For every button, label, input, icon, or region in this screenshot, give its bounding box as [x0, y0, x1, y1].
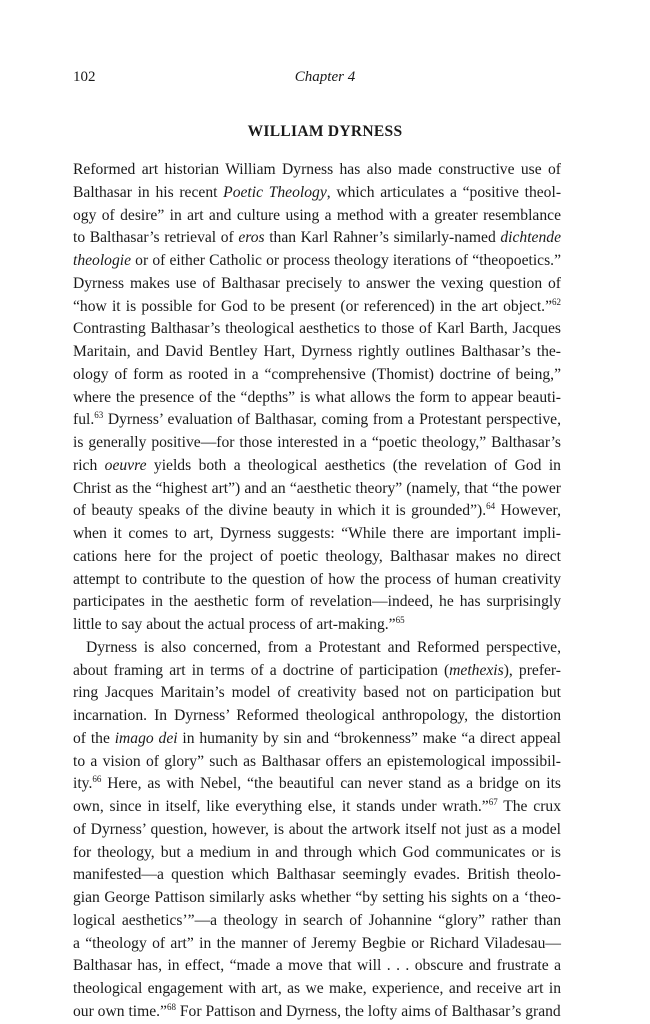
text-line	[73, 409, 561, 432]
text-line	[73, 614, 561, 637]
text-line	[73, 205, 561, 228]
text-line	[73, 569, 561, 592]
body-text	[73, 159, 561, 1024]
text-line	[73, 478, 561, 501]
text-span: attempt to contribute to the question of how the process of human creativity	[73, 570, 561, 588]
text-span: Maritain, and David Bentley Hart, Dyrness rightly outlines Balthasar’s the-	[73, 343, 561, 360]
text-line	[73, 159, 561, 182]
text-span: our own time.”	[73, 1002, 167, 1020]
text-line	[73, 1001, 561, 1024]
running-head: Chapter 4	[294, 69, 356, 85]
italic-text: eros	[238, 229, 265, 247]
text-line	[73, 273, 561, 296]
text-span: However,	[495, 502, 561, 520]
text-line	[73, 387, 561, 410]
text-span: to Balthasar’s retrieval of	[73, 229, 239, 247]
text-span: participates in the aesthetic form of revelation—indeed, he has surprisingly	[73, 593, 561, 611]
footnote-ref: 67	[488, 797, 498, 807]
text-span: Balthasar in his recent	[73, 183, 224, 201]
footnote-ref: 66	[92, 774, 102, 785]
text-line	[73, 660, 561, 683]
text-span: yields both a theological aesthetics (the revelation of God in	[146, 456, 561, 474]
text-span: little to say about the actual process of art-making.”	[73, 616, 396, 633]
footnote-ref: 64	[486, 501, 496, 512]
text-span: logical aesthetics’”—a theology in search of Johannine “glory” rather than	[73, 911, 561, 929]
text-span: gian George Pattison similarly asks whether “by setting his sights on a ‘theo-	[73, 889, 561, 906]
text-span: for theology, but a medium in and through which God communicates or is	[73, 843, 561, 861]
italic-text: theologie	[73, 252, 132, 269]
text-line	[73, 796, 561, 819]
text-span: than Karl Rahner’s similarly-named	[264, 229, 501, 247]
text-line	[73, 773, 561, 796]
text-span: when it comes to art, Dyrness suggests: “While there are important impli-	[73, 525, 561, 542]
text-line	[73, 978, 561, 1001]
text-span: , which articulates a “positive theol-	[326, 183, 562, 201]
text-line	[73, 455, 561, 478]
italic-text: imago dei	[114, 729, 178, 747]
text-span: ring Jacques Maritain’s model of creativity based not on participation but	[73, 684, 561, 702]
text-span: or of either Catholic or process theology iterations of “theopoetics.”	[131, 252, 561, 269]
footnote-ref: 62	[552, 296, 561, 307]
text-span: of the	[73, 729, 115, 747]
text-line	[73, 432, 561, 455]
text-span: of beauty speaks of the divine beauty in which it is grounded”).	[73, 502, 487, 520]
section-heading: WILLIAM DYRNESS	[247, 123, 403, 140]
text-line	[73, 318, 561, 341]
text-line	[73, 250, 561, 273]
text-span: ology of form as rooted in a “comprehensive (Thomist) doctrine of being,”	[73, 365, 561, 383]
text-line	[73, 546, 561, 569]
text-line	[73, 523, 561, 546]
text-line	[73, 910, 561, 933]
text-span: ), prefer-	[503, 661, 562, 679]
text-line	[73, 819, 561, 842]
text-line	[73, 364, 561, 387]
text-span: is generally positive—for those interested in a “poetic theology,” Balthasar’s	[73, 434, 561, 451]
text-span: ity.	[73, 775, 93, 793]
text-line	[73, 341, 561, 364]
text-line	[73, 751, 561, 774]
text-span: theological engagement with art, as we make, experience, and receive art in	[73, 980, 561, 997]
italic-text: Poetic Theology	[223, 183, 327, 201]
text-span: in humanity by sin and “brokenness” make “a direct appeal	[177, 729, 562, 747]
italic-text: oeuvre	[104, 456, 147, 474]
text-span: a “theology of art” in the manner of Jeremy Begbie or Richard Viladesau—	[73, 934, 561, 952]
text-line	[73, 227, 561, 250]
text-line	[73, 864, 561, 887]
italic-text: dichtende	[500, 229, 561, 247]
text-line	[73, 591, 561, 614]
text-span: The crux	[497, 798, 561, 815]
text-line	[73, 933, 561, 956]
text-span: incarnation. In Dyrness’ Reformed theological anthropology, the distortion	[73, 707, 561, 724]
text-span: Dyrness is also concerned, from a Protestant and Reformed perspective,	[86, 638, 561, 656]
text-span: Dyrness’ evaluation of Balthasar, coming from a Protestant perspective,	[103, 411, 561, 429]
text-span: Christ as the “highest art”) and an “aesthetic theory” (namely, that “the power	[73, 479, 561, 497]
text-span: Dyrness makes use of Balthasar precisely to answer the vexing question of	[73, 274, 561, 292]
text-span: ogy of desire” in art and culture using a method with a greater resemblance	[73, 206, 561, 224]
text-span: Balthasar has, in effect, “made a move that will . . . obscure and frustrate a	[73, 957, 561, 975]
text-span: ful.	[73, 411, 95, 429]
text-line	[73, 887, 561, 910]
text-span: of Dyrness’ question, however, is about the artwork itself not just as a model	[73, 820, 561, 838]
italic-text: methexis	[449, 661, 504, 679]
text-line	[73, 728, 561, 751]
text-line	[73, 705, 561, 728]
text-span: For Pattison and Dyrness, the lofty aims of Balthasar’s grand	[175, 1002, 561, 1020]
footnote-ref: 68	[166, 1001, 176, 1012]
text-span: manifested—a question which Balthasar seemingly evades. British theolo-	[73, 866, 561, 884]
footnote-ref: 63	[94, 410, 104, 421]
text-span: rich	[73, 456, 105, 474]
footnote-ref: 65	[395, 615, 405, 625]
text-span: “how it is possible for God to be present (or referenced) in the art object.”	[73, 297, 552, 315]
text-span: own, since in itself, like everything else, it stands under wrath.”	[73, 798, 489, 815]
text-span: Here, as with Nebel, “the beautiful can never stand as a bridge on its	[101, 775, 561, 793]
text-line	[73, 637, 561, 660]
text-line	[73, 296, 561, 319]
text-line	[73, 682, 561, 705]
page-number: 102	[73, 69, 96, 85]
text-span: cations here for the project of poetic theology, Balthasar makes no direct	[73, 547, 561, 565]
text-line	[73, 842, 561, 865]
text-span: Contrasting Balthasar’s theological aesthetics to those of Karl Barth, Jacques	[73, 320, 561, 338]
text-span: Reformed art historian William Dyrness has also made constructive use of	[73, 161, 561, 178]
text-span: about framing art in terms of a doctrine of participation (	[73, 661, 450, 679]
text-line	[73, 182, 561, 205]
text-span: to a vision of glory” such as Balthasar offers an epistemological impossibil-	[73, 752, 561, 770]
text-span: where the presence of the “depths” is what allows the form to appear beauti-	[73, 388, 561, 406]
text-line	[73, 500, 561, 523]
